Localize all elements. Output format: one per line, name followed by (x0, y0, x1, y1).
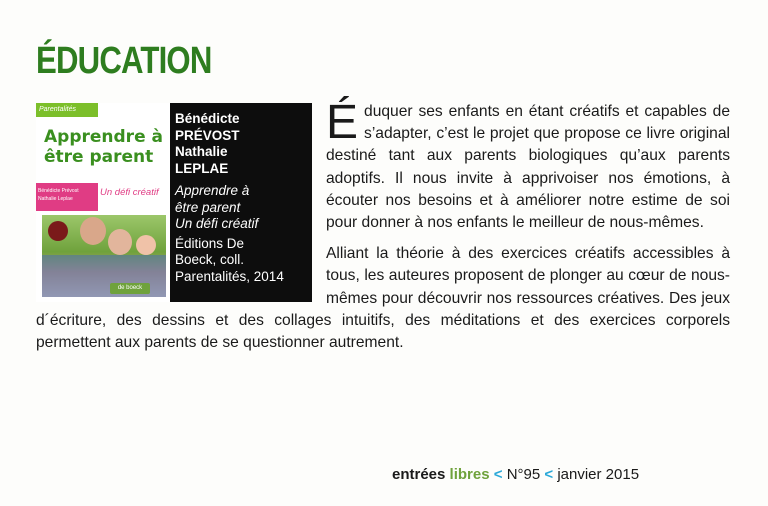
author-1-last: PRÉVOST (175, 127, 240, 143)
publication-line1: Éditions De (175, 235, 245, 251)
author-2-first: Nathalie (175, 144, 228, 159)
article-paragraph-2: Alliant la théorie à des exercices créatifs accessibles à tous, les auteures proposent de plonger au cœur de nous-mêmes pour découvrir nos ressources créatives. Des jeux d´écriture, des dessins et des collages intuitifs, des méditations et des exercices corporels permettent aux parents de se questionner autrement. (36, 245, 730, 352)
footer-separator-1: < (493, 466, 503, 483)
issue-date: janvier 2015 (557, 466, 640, 483)
drop-cap: É (326, 96, 359, 149)
paragraph-1-text: duquer ses enfants en étant créatifs et capables de s’adapter, c’est le projet que propose ce livre original destiné tant aux parents biologiques qu’aux parents adoptifs. Il nous invite à apprivoiser nos émotions, à écouter nos besoins et à améliorer notre estime de soi pour donner à nos enfants le meilleur de nous-mêmes. (326, 103, 730, 232)
magazine-name-part1: entrées (392, 466, 450, 483)
book-title-line1: Apprendre à (175, 183, 250, 198)
author-1-first: Bénédicte (175, 111, 240, 126)
article-body (36, 96, 730, 354)
issue-number: N°95 (506, 466, 541, 483)
footer-separator-2: < (544, 466, 554, 483)
publication-line3: Parentalités, 2014 (175, 268, 284, 284)
cover-title-line2: être parent (44, 147, 154, 167)
cover-series-label: Parentalités (36, 103, 98, 117)
footer-issue-line (392, 466, 639, 483)
author-2-last: LEPLAE (175, 160, 229, 176)
section-title: ÉDUCATION (36, 40, 212, 82)
publisher-logo: de boeck (110, 283, 150, 294)
magazine-name-part2: libres (449, 466, 490, 483)
cover-authors: Bénédicte Prévost Nathalie Leplae (36, 183, 98, 211)
cover-subtitle: Un défi créatif (100, 187, 159, 198)
float-spacer (36, 101, 326, 305)
book-title-line2: être parent (175, 199, 241, 215)
book-title-line3: Un défi créatif (175, 216, 259, 231)
publication-line2: Boeck, coll. (175, 252, 245, 267)
cover-title-line1: Apprendre à (44, 127, 163, 147)
